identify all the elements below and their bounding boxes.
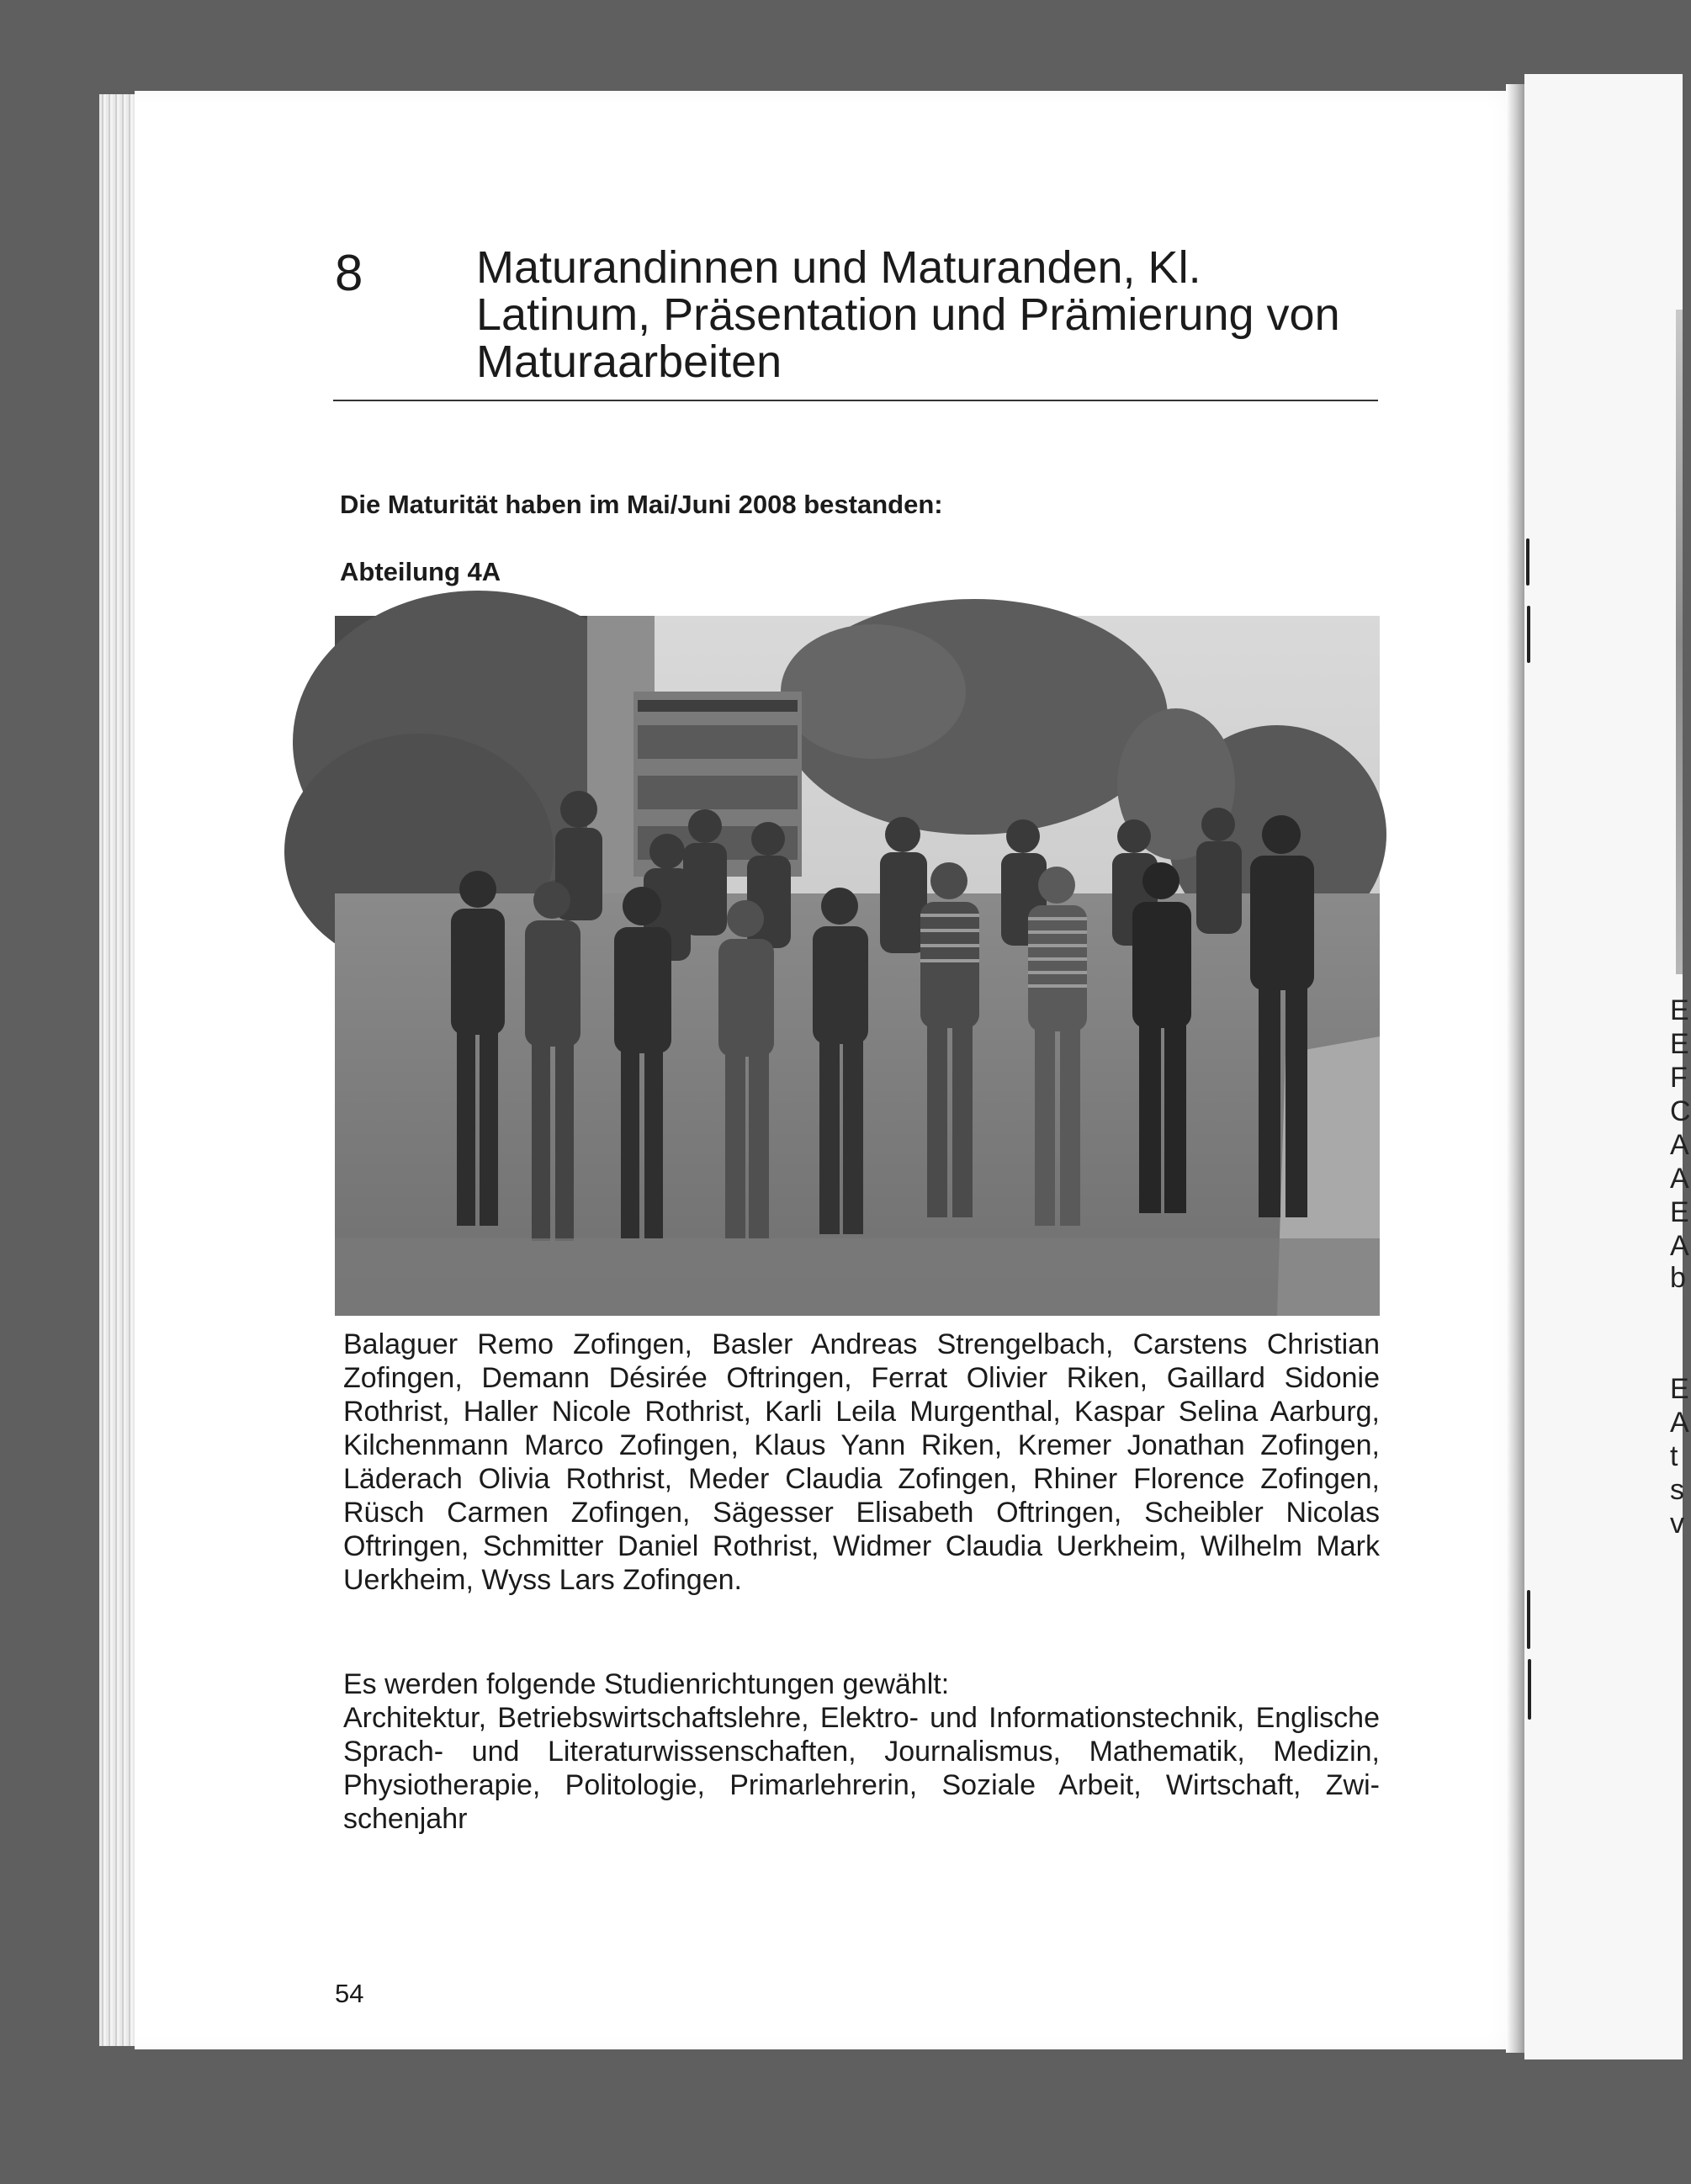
binding-stitch: [1527, 1590, 1530, 1649]
right-page-letter: C: [1670, 1095, 1691, 1127]
right-page-letter: E: [1670, 994, 1689, 1026]
right-page-photo-edge: [1676, 310, 1683, 974]
class-photo-illustration: [335, 616, 1380, 1316]
intro-heading: Die Maturität haben im Mai/Juni 2008 bestanden:: [340, 490, 943, 519]
right-page-letter: b: [1670, 1262, 1686, 1294]
right-page-letter: E: [1670, 1373, 1689, 1405]
right-page-letter: A: [1670, 1129, 1689, 1161]
right-page: [1524, 74, 1683, 2059]
chapter-title: Maturandinnen und Maturanden, Kl. Latinum, Präsentation und Prämierung von Maturaarbeiten: [476, 242, 1340, 387]
studies-intro: Es werden folgende Studienrichtungen gewählt:: [343, 1668, 950, 1700]
chapter-heading: [335, 227, 1380, 406]
chapter-number: 8: [335, 245, 363, 301]
studies-list: Architektur, Betriebswirtschaftslehre, Elektro- und Informationstechnik, Englische Sprach- und Literaturwissenschaften, Journalismus, Mathematik, Medizin, Physiotherapie, Politologie, Primarlehrerin, Soziale Arbeit, Wirtschaft, Zwischenjahr: [343, 1702, 1380, 1835]
binding-stitch: [1526, 538, 1529, 586]
right-page-letter: A: [1670, 1407, 1689, 1439]
right-page-letter: A: [1670, 1230, 1689, 1262]
right-page-letter: E: [1670, 1196, 1689, 1228]
binding-stitch: [1528, 1659, 1531, 1720]
class-photo: [335, 616, 1380, 1316]
section-heading: Abteilung 4A: [340, 557, 501, 586]
page-content: [335, 227, 1380, 1835]
right-page-letter: t: [1670, 1440, 1678, 1472]
right-page-letter: v: [1670, 1508, 1684, 1540]
heading-rule: [333, 400, 1378, 401]
graduates-list: Balaguer Remo Zofingen, Basler Andreas Strengelbach, Carstens Christian Zofingen, Demann Désirée Oftringen, Ferrat Olivier Riken, Gaillard Sidonie Rothrist, Haller Nicole Rothrist, Karli Leila Murgenthal, Kaspar Selina Aarburg, Kilchenmann Marco Zofingen, Klaus Yann Riken, Kremer Jonathan Zofingen, Läderach Olivia Rothrist, Meder Claudia Zofingen, Rhiner Florence Zofingen, Rüsch Carmen Zofingen, Sägesser Elisabeth Oftringen, Scheibler Nicolas Oftringen, Schmitter Daniel Rothrist, Widmer Claudia Uerkheim, Wilhelm Mark Uerkheim, Wyss Lars Zofingen.: [343, 1328, 1380, 1596]
right-page-letter: A: [1670, 1163, 1689, 1195]
page-number: 54: [335, 1979, 364, 2008]
right-page-letter: s: [1670, 1474, 1684, 1506]
right-page-letter: E: [1670, 1028, 1689, 1060]
right-page-letter: F: [1670, 1062, 1688, 1094]
binding-stitch: [1527, 606, 1530, 663]
